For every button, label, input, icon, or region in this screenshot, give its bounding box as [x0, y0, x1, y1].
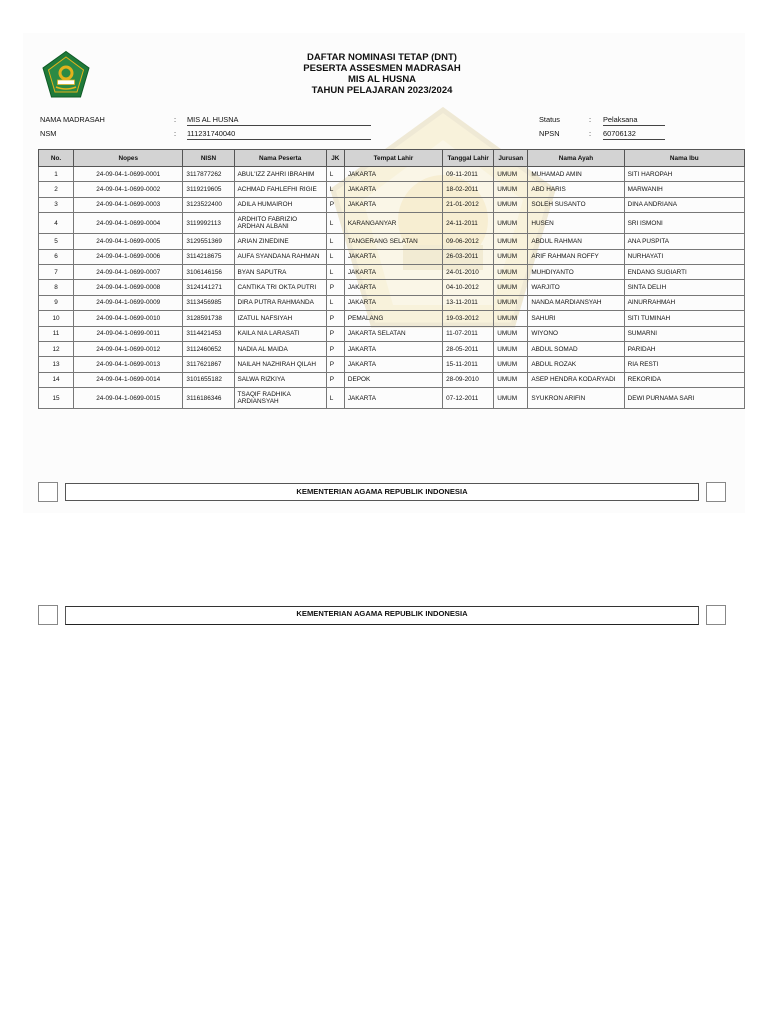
column-header: Tempat Lahir	[344, 150, 442, 167]
nama-madrasah-value: MIS AL HUSNA	[187, 115, 371, 126]
table-row	[39, 182, 745, 197]
table-cell: IZATUL NAFSIYAH	[234, 311, 326, 326]
table-cell: 24-09-04-1-0699-0013	[74, 357, 183, 372]
table-cell: ARDHITO FABRIZIO ARDHAN ALBANI	[234, 213, 326, 234]
table-cell: DEWI PURNAMA SARI	[624, 388, 744, 409]
table-cell: HUSEN	[528, 213, 624, 234]
table-cell: 09-06-2012	[443, 234, 494, 249]
table-cell: P	[326, 197, 344, 212]
table-row	[39, 197, 745, 212]
table-cell: UMUM	[494, 249, 528, 264]
table-cell: UMUM	[494, 280, 528, 295]
column-header: Nama Ibu	[624, 150, 744, 167]
status-label: Status	[539, 115, 560, 124]
table-cell: L	[326, 182, 344, 197]
table-cell: 3106146156	[183, 264, 234, 279]
colon: :	[589, 129, 592, 138]
column-header: Nopes	[74, 150, 183, 167]
table-cell: 11-07-2011	[443, 326, 494, 341]
table-cell: 6	[39, 249, 74, 264]
table-cell: JAKARTA	[344, 264, 442, 279]
table-cell: JAKARTA	[344, 388, 442, 409]
table-cell: 24-09-04-1-0699-0009	[74, 295, 183, 310]
table-row	[39, 341, 745, 356]
table-cell: PARIDAH	[624, 341, 744, 356]
colon: :	[174, 129, 177, 138]
table-cell: 09-11-2011	[443, 167, 494, 182]
table-cell: SOLEH SUSANTO	[528, 197, 624, 212]
table-cell: ARIF RAHMAN ROFFY	[528, 249, 624, 264]
table-cell: MARWANIH	[624, 182, 744, 197]
document-title	[200, 52, 564, 96]
status-value: Pelaksana	[603, 115, 665, 126]
table-cell: KARANGANYAR	[344, 213, 442, 234]
title-line-2: PESERTA ASSESMEN MADRASAH	[303, 63, 461, 74]
table-cell: 07-12-2011	[443, 388, 494, 409]
footer-box-2	[38, 605, 726, 623]
table-cell: CANTIKA TRI OKTA PUTRI	[234, 280, 326, 295]
table-cell: 24-09-04-1-0699-0011	[74, 326, 183, 341]
table-cell: SALWA RIZKIYA	[234, 372, 326, 387]
npsn-value: 60706132	[603, 129, 665, 140]
table-row	[39, 234, 745, 249]
table-cell: ABUL'IZZ ZAHRI IBRAHIM	[234, 167, 326, 182]
table-cell: 3114218675	[183, 249, 234, 264]
table-cell: 3112460652	[183, 341, 234, 356]
footer-left-square	[38, 605, 58, 625]
table-cell: NAILAH NAZHIRAH QILAH	[234, 357, 326, 372]
table-cell: UMUM	[494, 197, 528, 212]
table-cell: 28-05-2011	[443, 341, 494, 356]
table-cell: TANGERANG SELATAN	[344, 234, 442, 249]
table-cell: SITI TUMINAH	[624, 311, 744, 326]
nama-madrasah-label: NAMA MADRASAH	[40, 115, 105, 124]
table-cell: 9	[39, 295, 74, 310]
table-cell: 24-09-04-1-0699-0015	[74, 388, 183, 409]
table-cell: MUHAMAD AMIN	[528, 167, 624, 182]
table-cell: ABD HARIS	[528, 182, 624, 197]
table-cell: 24-11-2011	[443, 213, 494, 234]
table-cell: 3119219605	[183, 182, 234, 197]
table-cell: REKORIDA	[624, 372, 744, 387]
table-cell: 3101655182	[183, 372, 234, 387]
column-header: NISN	[183, 150, 234, 167]
table-cell: JAKARTA	[344, 182, 442, 197]
table-cell: 24-09-04-1-0699-0006	[74, 249, 183, 264]
table-row	[39, 280, 745, 295]
table-cell: JAKARTA	[344, 295, 442, 310]
title-line-1: DAFTAR NOMINASI TETAP (DNT)	[307, 52, 457, 63]
table-row	[39, 311, 745, 326]
table-cell: 3124141271	[183, 280, 234, 295]
table-cell: UMUM	[494, 264, 528, 279]
table-cell: ABDUL SOMAD	[528, 341, 624, 356]
table-cell: SAHURI	[528, 311, 624, 326]
table-cell: 24-09-04-1-0699-0014	[74, 372, 183, 387]
table-cell: UMUM	[494, 234, 528, 249]
table-cell: JAKARTA	[344, 249, 442, 264]
table-cell: AUFA SYANDANA RAHMAN	[234, 249, 326, 264]
table-cell: UMUM	[494, 357, 528, 372]
table-cell: P	[326, 326, 344, 341]
table-cell: 13	[39, 357, 74, 372]
nominee-table	[38, 149, 745, 409]
table-cell: 3114421453	[183, 326, 234, 341]
kemenag-logo-icon	[40, 50, 92, 100]
table-cell: 24-09-04-1-0699-0007	[74, 264, 183, 279]
table-row	[39, 249, 745, 264]
table-cell: L	[326, 295, 344, 310]
table-cell: ACHMAD FAHLEFHI RIGIE	[234, 182, 326, 197]
table-header-row	[39, 150, 745, 167]
table-cell: L	[326, 264, 344, 279]
table-cell: JAKARTA	[344, 197, 442, 212]
table-cell: UMUM	[494, 311, 528, 326]
footer-box-1	[38, 482, 726, 500]
table-cell: UMUM	[494, 372, 528, 387]
table-cell: L	[326, 213, 344, 234]
table-cell: BYAN SAPUTRA	[234, 264, 326, 279]
table-row	[39, 357, 745, 372]
table-cell: UMUM	[494, 213, 528, 234]
table-cell: 21-01-2012	[443, 197, 494, 212]
table-cell: ABDUL ROZAK	[528, 357, 624, 372]
table-row	[39, 213, 745, 234]
table-cell: DEPOK	[344, 372, 442, 387]
table-cell: UMUM	[494, 341, 528, 356]
table-cell: L	[326, 167, 344, 182]
table-cell: 24-09-04-1-0699-0002	[74, 182, 183, 197]
table-cell: 3116186346	[183, 388, 234, 409]
table-cell: RIA RESTI	[624, 357, 744, 372]
table-row	[39, 295, 745, 310]
table-cell: AINURRAHMAH	[624, 295, 744, 310]
table-cell: 11	[39, 326, 74, 341]
table-cell: P	[326, 341, 344, 356]
table-cell: JAKARTA	[344, 280, 442, 295]
table-cell: WIYONO	[528, 326, 624, 341]
table-cell: 4	[39, 213, 74, 234]
table-cell: 24-09-04-1-0699-0004	[74, 213, 183, 234]
column-header: Tanggal Lahir	[443, 150, 494, 167]
table-cell: UMUM	[494, 326, 528, 341]
table-cell: 12	[39, 341, 74, 356]
table-cell: 7	[39, 264, 74, 279]
table-cell: DIRA PUTRA RAHMANDA	[234, 295, 326, 310]
footer-right-square	[706, 482, 726, 502]
table-cell: NANDA MARDIANSYAH	[528, 295, 624, 310]
table-cell: ADILA HUMAIROH	[234, 197, 326, 212]
table-cell: P	[326, 280, 344, 295]
colon: :	[589, 115, 592, 124]
table-row	[39, 167, 745, 182]
table-cell: 15	[39, 388, 74, 409]
table-cell: NADIA AL MAIDA	[234, 341, 326, 356]
table-cell: SINTA DELIH	[624, 280, 744, 295]
table-cell: 24-01-2010	[443, 264, 494, 279]
table-cell: L	[326, 249, 344, 264]
table-cell: 18-02-2011	[443, 182, 494, 197]
table-cell: 28-09-2010	[443, 372, 494, 387]
table-cell: ANA PUSPITA	[624, 234, 744, 249]
table-cell: JAKARTA	[344, 167, 442, 182]
table-cell: 3119992113	[183, 213, 234, 234]
table-cell: 3	[39, 197, 74, 212]
table-cell: JAKARTA	[344, 357, 442, 372]
table-cell: 1	[39, 167, 74, 182]
table-cell: 24-09-04-1-0699-0010	[74, 311, 183, 326]
table-cell: 14	[39, 372, 74, 387]
colon: :	[174, 115, 177, 124]
table-cell: L	[326, 388, 344, 409]
table-cell: SUMARNI	[624, 326, 744, 341]
table-cell: 13-11-2011	[443, 295, 494, 310]
table-cell: SRI ISMONI	[624, 213, 744, 234]
table-cell: 3113456985	[183, 295, 234, 310]
table-row	[39, 372, 745, 387]
table-cell: 10	[39, 311, 74, 326]
table-cell: 24-09-04-1-0699-0012	[74, 341, 183, 356]
column-header: JK	[326, 150, 344, 167]
table-cell: 26-03-2011	[443, 249, 494, 264]
footer-left-square	[38, 482, 58, 502]
table-cell: 5	[39, 234, 74, 249]
table-cell: 24-09-04-1-0699-0001	[74, 167, 183, 182]
table-cell: 8	[39, 280, 74, 295]
table-cell: 3129551369	[183, 234, 234, 249]
table-cell: P	[326, 357, 344, 372]
column-header: Jurusan	[494, 150, 528, 167]
table-cell: UMUM	[494, 167, 528, 182]
table-cell: ENDANG SUGIARTI	[624, 264, 744, 279]
column-header: No.	[39, 150, 74, 167]
title-line-4: TAHUN PELAJARAN 2023/2024	[311, 85, 453, 96]
table-cell: UMUM	[494, 295, 528, 310]
table-cell: UMUM	[494, 388, 528, 409]
table-cell: TSAQIF RADHIKA ARDIANSYAH	[234, 388, 326, 409]
column-header: Nama Ayah	[528, 150, 624, 167]
table-row	[39, 388, 745, 409]
table-cell: ABDUL RAHMAN	[528, 234, 624, 249]
footer-text-1: KEMENTERIAN AGAMA REPUBLIK INDONESIA	[65, 483, 699, 501]
table-cell: P	[326, 372, 344, 387]
table-cell: 3128591738	[183, 311, 234, 326]
table-cell: 3117621867	[183, 357, 234, 372]
table-cell: DINA ANDRIANA	[624, 197, 744, 212]
table-cell: 3117877262	[183, 167, 234, 182]
table-cell: 24-09-04-1-0699-0005	[74, 234, 183, 249]
table-cell: WARJITO	[528, 280, 624, 295]
table-cell: ARIAN ZINEDINE	[234, 234, 326, 249]
table-cell: 15-11-2011	[443, 357, 494, 372]
nsm-value: 111231740040	[187, 129, 371, 140]
column-header: Nama Peserta	[234, 150, 326, 167]
table-cell: JAKARTA	[344, 341, 442, 356]
footer-right-square	[706, 605, 726, 625]
table-cell: KAILA NIA LARASATI	[234, 326, 326, 341]
npsn-label: NPSN	[539, 129, 560, 138]
nsm-label: NSM	[40, 129, 57, 138]
table-cell: 04-10-2012	[443, 280, 494, 295]
footer-text-2: KEMENTERIAN AGAMA REPUBLIK INDONESIA	[65, 606, 699, 625]
table-cell: SYUKRON ARIFIN	[528, 388, 624, 409]
table-cell: MUHDIYANTO	[528, 264, 624, 279]
table-cell: UMUM	[494, 182, 528, 197]
table-cell: 24-09-04-1-0699-0008	[74, 280, 183, 295]
table-cell: PEMALANG	[344, 311, 442, 326]
title-line-3: MIS AL HUSNA	[347, 74, 417, 85]
table-cell: JAKARTA SELATAN	[344, 326, 442, 341]
table-cell: ASEP HENDRA KODARYADI	[528, 372, 624, 387]
table-cell: 2	[39, 182, 74, 197]
table-cell: 24-09-04-1-0699-0003	[74, 197, 183, 212]
table-cell: 3123522400	[183, 197, 234, 212]
table-cell: NURHAYATI	[624, 249, 744, 264]
table-row	[39, 326, 745, 341]
table-cell: 19-03-2012	[443, 311, 494, 326]
table-cell: SITI HAROPAH	[624, 167, 744, 182]
table-row	[39, 264, 745, 279]
table-cell: P	[326, 311, 344, 326]
table-cell: L	[326, 234, 344, 249]
